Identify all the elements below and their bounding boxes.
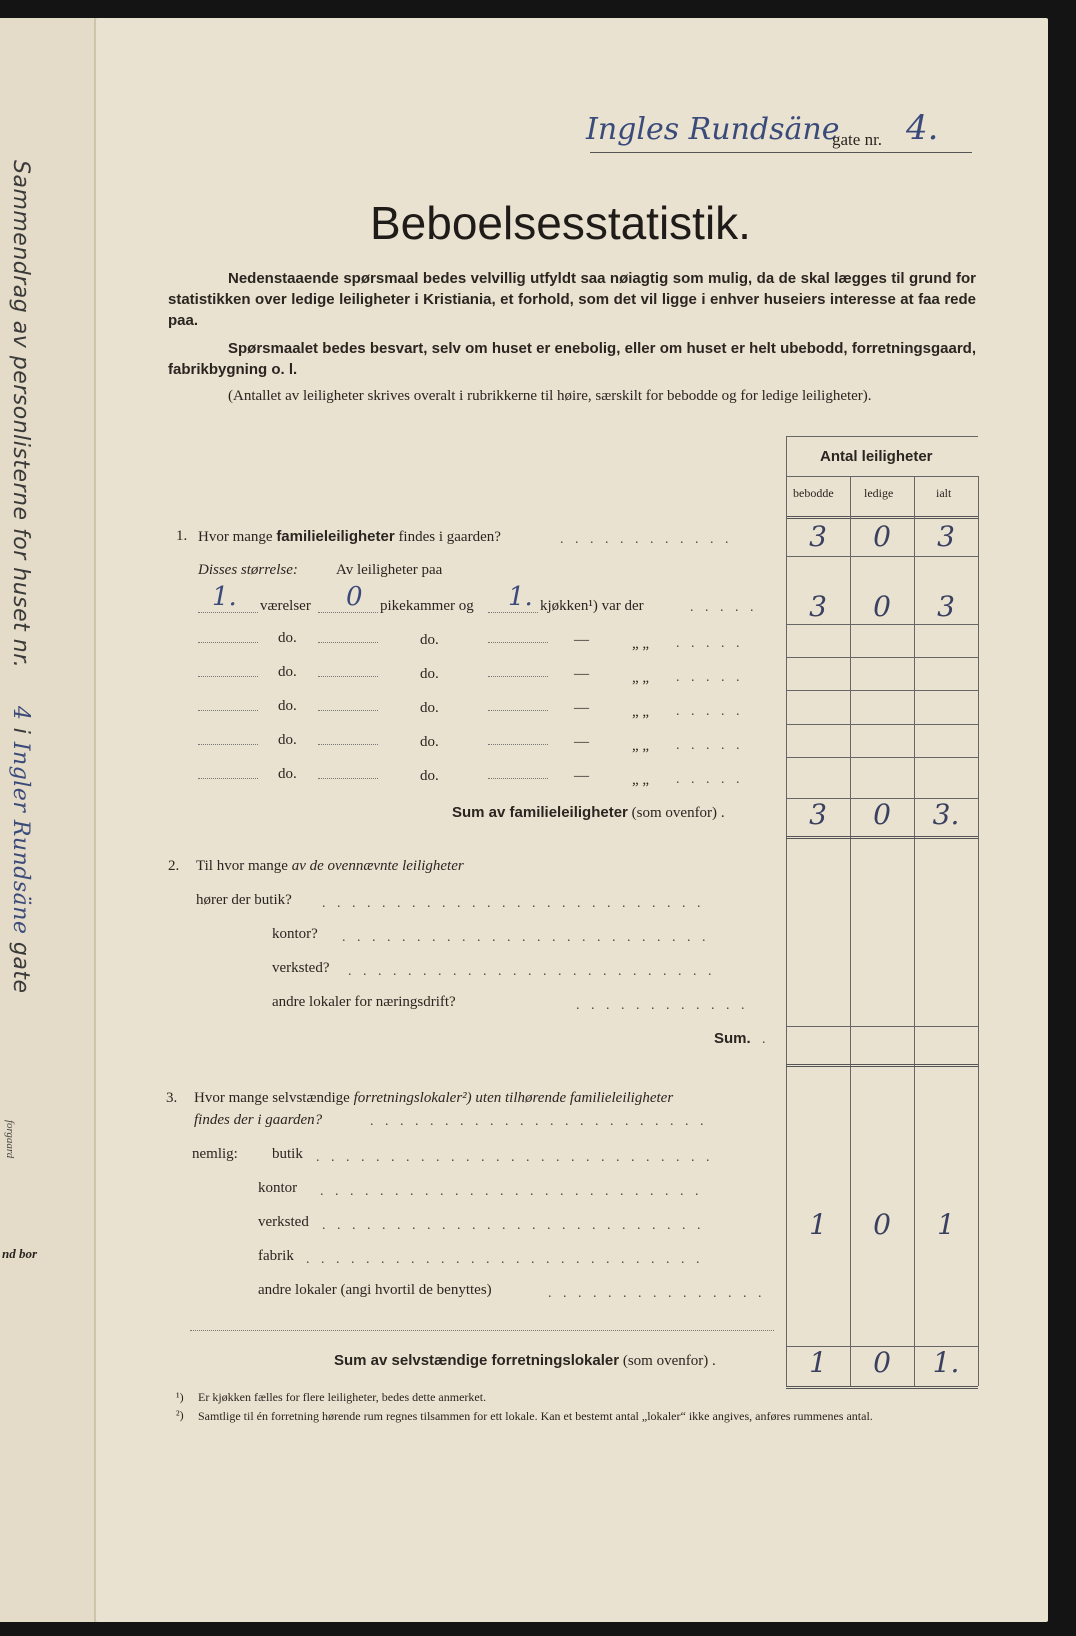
q1-row-bebodde: 3	[809, 590, 827, 623]
q3-nemlig: nemlig:	[192, 1146, 238, 1162]
q2-sum: Sum.	[714, 1030, 751, 1047]
q3-sum-ialt: 1.	[932, 1346, 960, 1379]
do-row3-line-b	[318, 710, 378, 711]
q1-pikekammer: pikekammer og	[380, 598, 474, 614]
q3-text-line1	[194, 1090, 673, 1107]
sum1-line	[786, 836, 978, 839]
do-row4-b: do.	[420, 734, 439, 750]
q3-kontor-dots: . . . . . . . . . . . . . . . . . . . . . . . . . .	[320, 1184, 703, 1199]
do-row3-quote: „ „	[632, 704, 650, 720]
q1-sum-ledige: 0	[873, 798, 891, 831]
do-row1-a: do.	[278, 630, 297, 646]
row-line-6	[786, 757, 978, 758]
q3-verksted-ialt: 1	[937, 1208, 955, 1241]
q3-text-a: Hvor mange selvstændige	[194, 1090, 350, 1106]
do-row5-b: do.	[420, 768, 439, 784]
q2-andre-dots: . . . . . . . . . . . .	[576, 998, 749, 1013]
do-row4-line-c	[488, 744, 548, 745]
q1-text	[198, 528, 501, 546]
margin-house-number: 4	[8, 705, 33, 721]
q1-size-text: Av leiligheter paa	[336, 562, 443, 578]
do-row3-line-a	[198, 710, 258, 711]
intro-paragraph-2: Spørsmaalet bedes besvart, selv om huset er enebolig, eller om huset er helt ubebodd, forretningsgaard, fabrikbygning o. l.	[168, 340, 976, 378]
page-title: Beboelsesstatistik.	[370, 197, 751, 249]
row-line-2	[786, 624, 978, 625]
q1-pikekammer-value: 0	[346, 582, 363, 612]
q1-sum-bebodde: 3	[809, 798, 827, 831]
q2-verksted: verksted?	[272, 960, 330, 976]
q3-andre: andre lokaler (angi hvortil de benyttes)	[258, 1282, 492, 1298]
table-header-bottom	[786, 516, 978, 519]
q3-sum-ledige: 0	[873, 1346, 891, 1379]
gate-nr-label: gate nr.	[832, 130, 883, 149]
col-ialt: ialt	[936, 486, 952, 500]
do-row1-line-a	[198, 642, 258, 643]
q1-ledige-value: 0	[873, 520, 891, 553]
q1-bebodde-value: 3	[809, 520, 827, 553]
do-row1-b: do.	[420, 632, 439, 648]
margin-bor: nd bor	[2, 1246, 38, 1261]
table-top-border	[786, 436, 978, 437]
q1-number: 1.	[176, 528, 188, 544]
q2-text-a: Til hvor mange	[196, 858, 288, 874]
q3-fabrik-dots: . . . . . . . . . . . . . . . . . . . . . . . . . . .	[306, 1252, 704, 1267]
row-line-3	[786, 657, 978, 658]
do-row2-dash: —	[574, 666, 589, 682]
q1-text-a: Hvor mange	[198, 529, 273, 545]
q2-text-b: av de ovennævnte leiligheter	[291, 858, 464, 874]
q3-sum-label: Sum av selvstændige forretningslokaler (som ovenfor) .	[334, 1352, 716, 1369]
margin-forgaard: forgaard	[4, 1120, 16, 1159]
sum2-line	[786, 1064, 978, 1067]
q3-text-c: uten tilhørende familieleiligheter	[475, 1090, 674, 1106]
q3-butik: butik	[272, 1146, 303, 1162]
do-row5-quote: „ „	[632, 772, 650, 788]
q1-kjokken-value: 1.	[508, 582, 533, 612]
header-number: 4.	[906, 108, 939, 148]
row-line-8	[786, 1026, 978, 1027]
do-row2-dots: . . . . .	[676, 670, 744, 685]
do-row2-b: do.	[420, 666, 439, 682]
q3-kontor: kontor	[258, 1180, 298, 1196]
do-row5-line-a	[198, 778, 258, 779]
q3-text-b: forretningslokaler²)	[353, 1090, 472, 1106]
do-row2-line-c	[488, 676, 548, 677]
q1-size-label: Disses størrelse:	[198, 562, 298, 578]
q1-sum-label: Sum av familieleiligheter (som ovenfor) .	[452, 804, 725, 821]
do-row5-line-c	[488, 778, 548, 779]
q1-sum-b: (som ovenfor)	[631, 805, 718, 821]
q1-kjokken: kjøkken¹) var der	[540, 598, 644, 614]
q1-row-dots: . . . . .	[690, 600, 758, 615]
do-row4-dots: . . . . .	[676, 738, 744, 753]
q3-andre-dots: . . . . . . . . . . . . . . .	[548, 1286, 766, 1301]
q1-row-ialt: 3	[937, 590, 955, 623]
row-line-4	[786, 690, 978, 691]
do-row1-dash: —	[574, 632, 589, 648]
do-row3-dots: . . . . .	[676, 704, 744, 719]
footnote-2-mark: ²)	[176, 1408, 184, 1422]
q3-sum-a: Sum av selvstændige forretningslokaler	[334, 1352, 620, 1369]
header-street: Ingles Rundsäne	[586, 112, 840, 147]
q3-verksted-bebodde: 1	[809, 1208, 827, 1241]
do-row3-line-c	[488, 710, 548, 711]
footnote-1-mark: ¹)	[176, 1390, 184, 1404]
q3-dots: . . . . . . . . . . . . . . . . . . . . . . .	[370, 1114, 708, 1129]
q3-verksted-dots: . . . . . . . . . . . . . . . . . . . . . . . . . .	[322, 1218, 705, 1233]
footnote-1: Er kjøkken fælles for flere leiligheter, bedes dette anmerket.	[198, 1390, 487, 1404]
q1-rooms-value: 1.	[212, 582, 237, 612]
do-row1-line-c	[488, 642, 548, 643]
q2-butik-dots: . . . . . . . . . . . . . . . . . . . . . . . . . .	[322, 896, 705, 911]
q2-text	[196, 858, 464, 875]
do-row1-dots: . . . . .	[676, 636, 744, 651]
q2-number: 2.	[168, 858, 180, 874]
q2-sum-dots: .	[762, 1032, 770, 1047]
do-row2-line-b	[318, 676, 378, 677]
q1-rooms-line	[198, 612, 258, 613]
q1-sum-a: Sum av familieleiligheter	[452, 804, 628, 821]
do-row2-quote: „ „	[632, 670, 650, 686]
do-row1-quote: „ „	[632, 636, 650, 652]
do-row4-line-b	[318, 744, 378, 745]
do-row3-dash: —	[574, 700, 589, 716]
margin-label: Sammendrag av personlisterne for huset nr.	[8, 160, 33, 669]
do-row2-line-a	[198, 676, 258, 677]
q1-pikekammer-line	[318, 612, 378, 613]
q3-verksted-ledige: 0	[873, 1208, 891, 1241]
q2-verksted-dots: . . . . . . . . . . . . . . . . . . . . . . . . .	[348, 964, 716, 979]
margin-gate: gate	[8, 941, 33, 994]
row-line-1	[786, 556, 978, 557]
q2-kontor-dots: . . . . . . . . . . . . . . . . . . . . . . . . .	[342, 930, 710, 945]
do-row2-a: do.	[278, 664, 297, 680]
do-row5-dash: —	[574, 768, 589, 784]
table-col-divider-1	[850, 476, 851, 1386]
row-line-5	[786, 724, 978, 725]
table-right-border	[978, 476, 979, 1386]
do-row1-line-b	[318, 642, 378, 643]
q3-fabrik: fabrik	[258, 1248, 294, 1264]
q3-butik-dots: . . . . . . . . . . . . . . . . . . . . . . . . . . .	[316, 1150, 714, 1165]
q1-row-ledige: 0	[873, 590, 891, 623]
q3-sum-bebodde: 1	[809, 1346, 827, 1379]
do-row4-line-a	[198, 744, 258, 745]
footnote-2: Samtlige til én forretning hørende rum regnes tilsammen for ett lokale. Kan et bestemt antal „lokaler“ ikke angives, anføres rummenes antal.	[198, 1409, 873, 1423]
table-group-header: Antal leiligheter	[820, 448, 933, 465]
margin-vertical-text: Sammendrag av personlisterne for huset nr. 4 i Ingler Rundsäne gate	[8, 160, 33, 994]
q3-number: 3.	[166, 1090, 178, 1106]
do-row4-a: do.	[278, 732, 297, 748]
table-bottom	[786, 1386, 978, 1389]
q1-text-b: familieleiligheter	[276, 528, 395, 545]
do-row3-a: do.	[278, 698, 297, 714]
q3-sum-b: (som ovenfor)	[622, 1353, 709, 1369]
intro-paragraph-3: (Antallet av leiligheter skrives overalt i rubrikkerne til høire, særskilt for bebodde og for ledige leiligheter).	[228, 388, 872, 404]
q1-vaerelser: værelser	[260, 598, 311, 614]
q1-leader-dots: . . . . . . . . . . . .	[560, 532, 733, 547]
q1-kjokken-line	[488, 612, 538, 613]
do-row5-line-b	[318, 778, 378, 779]
margin-street: Ingler Rundsäne	[8, 741, 33, 935]
q3-verksted: verksted	[258, 1214, 309, 1230]
table-col-divider-2	[914, 476, 915, 1386]
do-row3-b: do.	[420, 700, 439, 716]
table-left-border	[786, 436, 787, 1386]
q2-butik: hører der butik?	[196, 892, 292, 908]
q3-blank-line	[190, 1330, 774, 1331]
q3-text-d: findes der i gaarden?	[194, 1112, 323, 1128]
q2-andre: andre lokaler for næringsdrift?	[272, 994, 456, 1010]
do-row4-quote: „ „	[632, 738, 650, 754]
do-row4-dash: —	[574, 734, 589, 750]
q2-kontor: kontor?	[272, 926, 318, 942]
q1-text-c: findes i gaarden?	[398, 529, 501, 545]
header-underline	[590, 152, 972, 153]
q1-ialt-value: 3	[937, 520, 955, 553]
col-ledige: ledige	[864, 486, 894, 500]
q1-sum-ialt: 3.	[932, 798, 960, 831]
do-row5-dots: . . . . .	[676, 772, 744, 787]
table-header-divider	[786, 476, 978, 477]
col-bebodde: bebodde	[793, 486, 834, 500]
do-row5-a: do.	[278, 766, 297, 782]
intro-paragraph-1: Nedenstaaende spørsmaal bedes velvillig utfyldt saa nøiagtig som mulig, da de skal lægges til grund for statistikken over ledige leiligheter i Kristiania, et forhold, som det vil ligge i enhver huseiers interesse at faa rede paa.	[168, 270, 976, 329]
